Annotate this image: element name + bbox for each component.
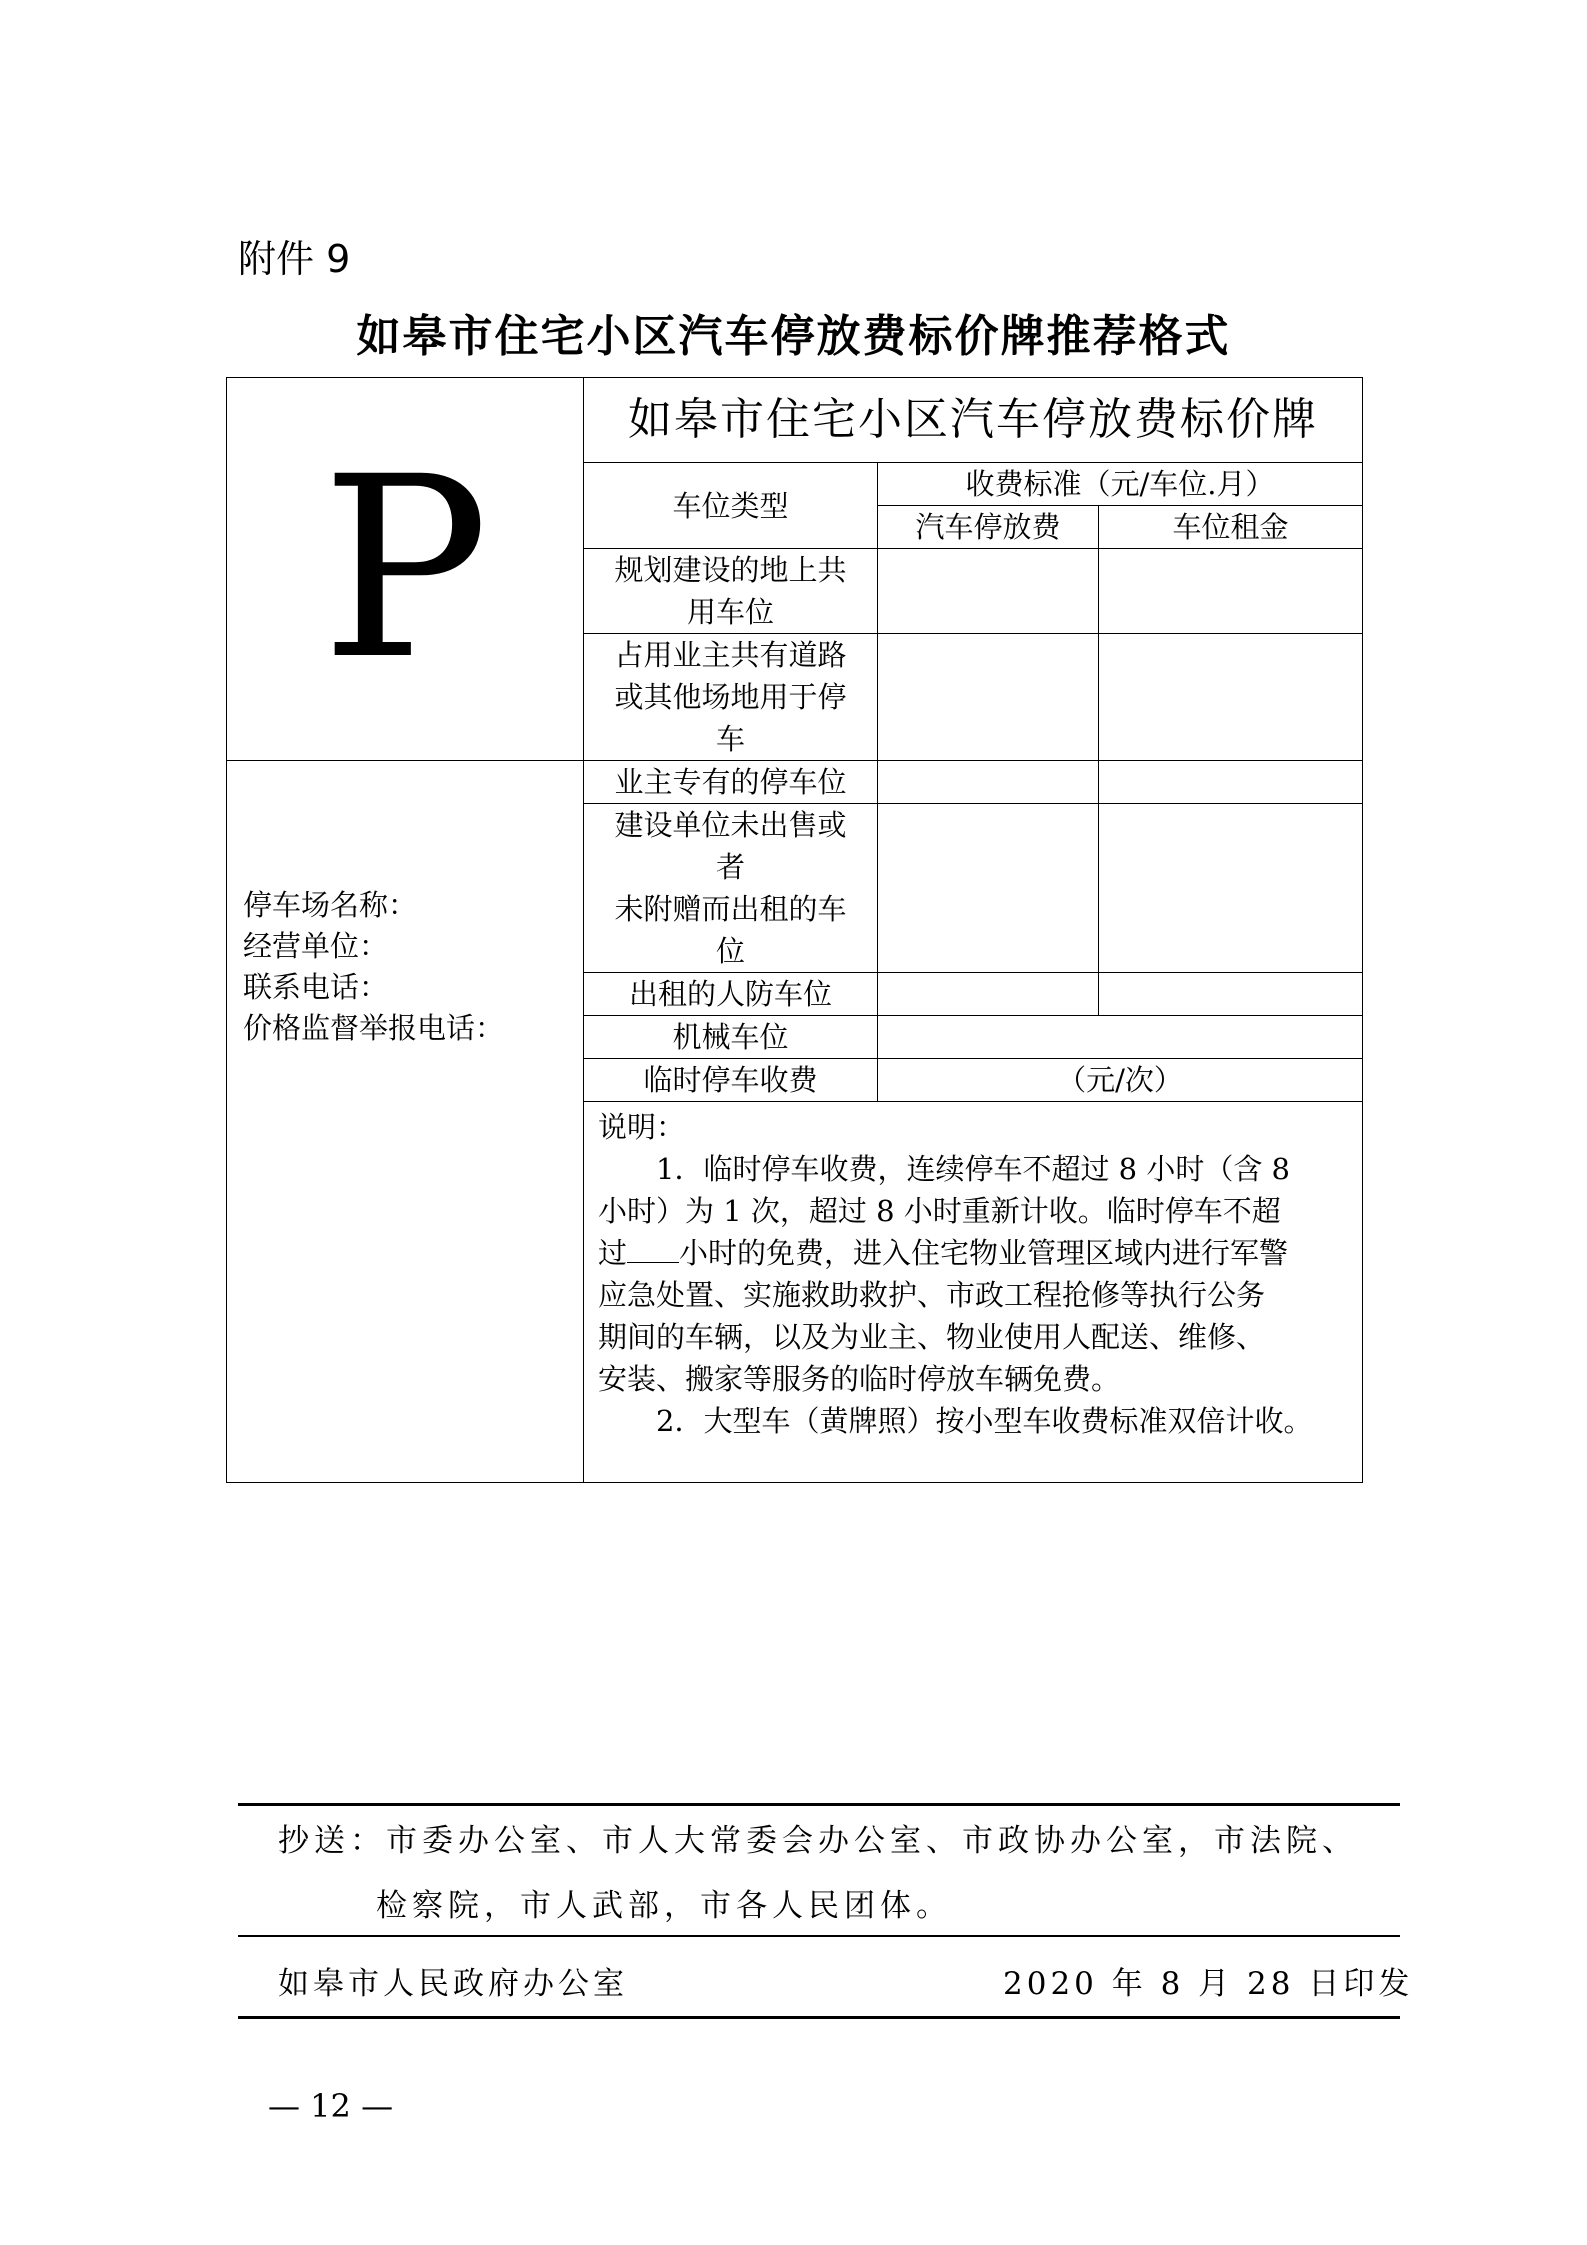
header-parking-fee: 汽车停放费 [878, 506, 1099, 549]
mechanical-fee-cell [878, 1016, 1363, 1059]
temporary-fee-unit: （元/次） [878, 1059, 1363, 1102]
space-rent-cell [1099, 634, 1363, 761]
operator-label: 经营单位： [243, 929, 389, 963]
header-space-rent: 车位租金 [1099, 506, 1363, 549]
footer-rule-top [238, 1803, 1400, 1806]
note-line: 2．大型车（黄牌照）按小型车收费标准双倍计收。 [656, 1404, 1313, 1438]
footer-rule-bottom [238, 2016, 1400, 2019]
issuing-office: 如皋市人民政府办公室 [278, 1966, 628, 2002]
parking-fee-cell [878, 549, 1099, 634]
issue-date: 2020 年 8 月 28 日印发 [1003, 1966, 1414, 2002]
attachment-label: 附件 9 [238, 237, 351, 281]
row-civil-defense-spaces: 出租的人防车位 [584, 973, 878, 1016]
space-rent-cell [1099, 804, 1363, 973]
document-title: 如皋市住宅小区汽车停放费标价牌推荐格式 [356, 311, 1231, 362]
lot-info-panel [227, 761, 584, 1483]
note-line: 安装、搬家等服务的临时停放车辆免费。 [598, 1362, 1121, 1396]
parking-symbol: P [227, 378, 584, 761]
parking-fee-cell [878, 634, 1099, 761]
row-label-line: 或其他场地用于停 [614, 680, 847, 714]
row-developer-rented-spaces [584, 804, 878, 973]
sign-title: 如皋市住宅小区汽车停放费标价牌 [584, 378, 1363, 463]
row-public-ground-spaces [584, 549, 878, 634]
row-label-line: 占用业主共有道路 [614, 638, 847, 672]
note-line: 应急处置、实施救助救护、市政工程抢修等执行公务 [598, 1278, 1266, 1312]
cc-list-line-2: 检察院，市人武部，市各人民团体。 [376, 1888, 952, 1924]
row-label-line: 位 [715, 934, 745, 968]
row-owner-private-spaces: 业主专有的停车位 [584, 761, 878, 804]
lot-name-label: 停车场名称： [243, 888, 418, 922]
space-rent-cell [1099, 549, 1363, 634]
row-mechanical-spaces: 机械车位 [584, 1016, 878, 1059]
note-text: 过 [598, 1236, 628, 1270]
notes-heading: 说明： [598, 1110, 686, 1144]
note-line: 1．临时停车收费，连续停车不超过 8 小时（含 8 [656, 1152, 1291, 1186]
row-temporary-parking: 临时停车收费 [584, 1059, 878, 1102]
price-sign-table [226, 377, 1363, 1483]
row-label-line: 车 [715, 722, 745, 756]
row-label-line: 建设单位未出售或 [614, 808, 847, 842]
parking-fee-cell [878, 761, 1099, 804]
note-text: 小时的免费，进入住宅物业管理区域内进行军警 [679, 1236, 1289, 1270]
note-line [598, 1232, 1348, 1274]
complaint-phone-label: 价格监督举报电话： [243, 1011, 505, 1045]
header-fee-standard: 收费标准（元/车位.月） [878, 463, 1363, 506]
parking-fee-cell [878, 973, 1099, 1016]
page-number: — 12 — [268, 2087, 394, 2125]
header-space-type: 车位类型 [584, 463, 878, 549]
note-line: 小时）为 1 次，超过 8 小时重新计收。临时停车不超 [598, 1194, 1281, 1228]
row-shared-road-parking [584, 634, 878, 761]
row-label-line: 者 [715, 850, 745, 884]
cc-list-line-1: 抄送：市委办公室、市人大常委会办公室、市政协办公室，市法院、 [278, 1823, 1358, 1859]
row-label-line: 未附赠而出租的车 [614, 892, 847, 926]
space-rent-cell [1099, 761, 1363, 804]
footer-rule-middle [238, 1935, 1400, 1937]
row-label-line: 规划建设的地上共 [614, 553, 847, 587]
row-label-line: 用车位 [686, 595, 774, 629]
note-line: 期间的车辆，以及为业主、物业使用人配送、维修、 [598, 1320, 1266, 1354]
space-rent-cell [1099, 973, 1363, 1016]
parking-fee-cell [878, 804, 1099, 973]
notes-section [584, 1102, 1363, 1483]
fill-in-blank [627, 1234, 679, 1263]
phone-label: 联系电话： [243, 970, 389, 1004]
